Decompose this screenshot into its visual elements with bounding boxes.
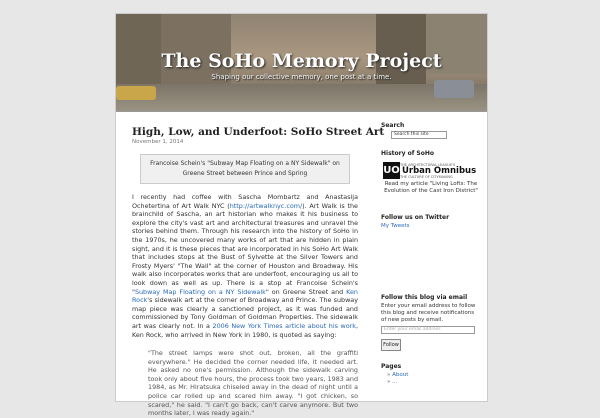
image-caption: Francoise Schein's "Subway Map Floating on a NY Sidewalk" on Greene Street between Prince and Spring: [140, 154, 350, 184]
uo-logo-icon: UO: [383, 162, 400, 179]
header-car: [116, 86, 156, 100]
artwalk-link[interactable]: http://artwalknyc.com/: [229, 201, 303, 210]
paragraph-text: 's sidewalk art at the corner of Broadway and Prince. The subway map piece was clearly a sanctioned project, as it was funded and commissioned by Tony Goldman of Goldman Properties. The sidewalk art was clearly not. In a: [132, 296, 358, 330]
page-link-about[interactable]: » About: [387, 372, 481, 379]
uo-small-line2: THE CULTURE OF CITYMAKING: [400, 174, 453, 179]
post-paragraph: [132, 193, 358, 339]
read-article-link[interactable]: Read my article "Living Lofts: The Evolution of the Cast Iron District": [384, 181, 478, 194]
header-car: [434, 80, 474, 98]
site-tagline: Shaping our collective memory, one post at a time.: [211, 73, 392, 81]
page-link-more[interactable]: » ...: [387, 379, 481, 386]
my-tweets-link[interactable]: My Tweets: [381, 223, 410, 229]
twitter-heading: Follow us on Twitter: [381, 214, 450, 221]
post-title[interactable]: High, Low, and Underfoot: SoHo Street Art: [132, 126, 385, 138]
paragraph-text: I recently had coffee with Sascha Mombartz and Anastasija Ochetertina of Art Walk NYC (: [132, 193, 358, 210]
search-heading: Search: [381, 122, 405, 129]
subway-map-link[interactable]: Subway Map Floating on a NY Sidewalk: [134, 287, 266, 296]
follow-button[interactable]: Follow: [381, 339, 401, 351]
uo-logo-text: [400, 163, 476, 179]
nyt-article-link[interactable]: 2006 New York Times article about his work: [212, 321, 356, 330]
post-content: [132, 126, 385, 418]
site-header: [116, 14, 487, 112]
site-title[interactable]: The SoHo Memory Project: [161, 50, 442, 72]
ken-rock-link[interactable]: Ken Rock: [132, 287, 358, 305]
urban-omnibus-logo[interactable]: [383, 162, 481, 179]
pages-heading: Pages: [381, 363, 402, 370]
uo-small-line1: THE ARCHITECTURAL LEAGUE'S: [400, 162, 456, 167]
sidebar: [381, 122, 481, 386]
blockquote: "The street lamps were shot out, broken, all the graffiti everywhere." He decided the corner needed life, it needed art. He asked no one's permission. Although the sidewalk carving took only about five hours, the process took two years, 1983 and 1984, as Mr. Hiratsuka chiseled away in the dead of night until a police car rolled up and scared him away. "I got chicken, so scared," he said. "I can't go back, can't carve anymore. But two months later, I was ready again.": [148, 349, 358, 418]
email-input[interactable]: Enter your email address: [381, 326, 475, 334]
header-street: [116, 84, 487, 111]
email-description: Enter your email address to follow this blog and receive notifications of new posts by email.: [381, 303, 476, 323]
search-input[interactable]: Search this site: [391, 131, 447, 139]
paragraph-text: " on Greene Street and: [265, 287, 347, 296]
uo-name: Urban Omnibus: [402, 165, 477, 176]
history-heading: History of SoHo: [381, 150, 435, 157]
paragraph-text: ). Art Walk is the brainchild of Sascha, an art historian who makes it his business to explore the city's vast art and architectural treasures and unravel the stories behind them. Through his research into the history of SoHo in the 1970s, he uncovered many works of art that are hidden in plain sight, and it is these pieces that are incorporated in his SoHo Art Walk that includes stops at the Bust of Sylvette at the Silver Towers and Frosty Myers' "The Wall" at the corner of Houston and Broadway. His walk also incorporates works that are underfoot, encouraging us all to look down as well as up. There is a stop at Francoise Schein's ": [132, 201, 358, 296]
search-row: [381, 131, 481, 139]
page-container: [115, 13, 488, 418]
paragraph-text: , Ken Rock, who arrived in New York in 1980, is quoted as saying:: [132, 321, 358, 339]
email-heading: Follow this blog via email: [381, 294, 468, 301]
pages-list: [387, 372, 481, 386]
post-date: November 1, 2014: [132, 139, 184, 145]
